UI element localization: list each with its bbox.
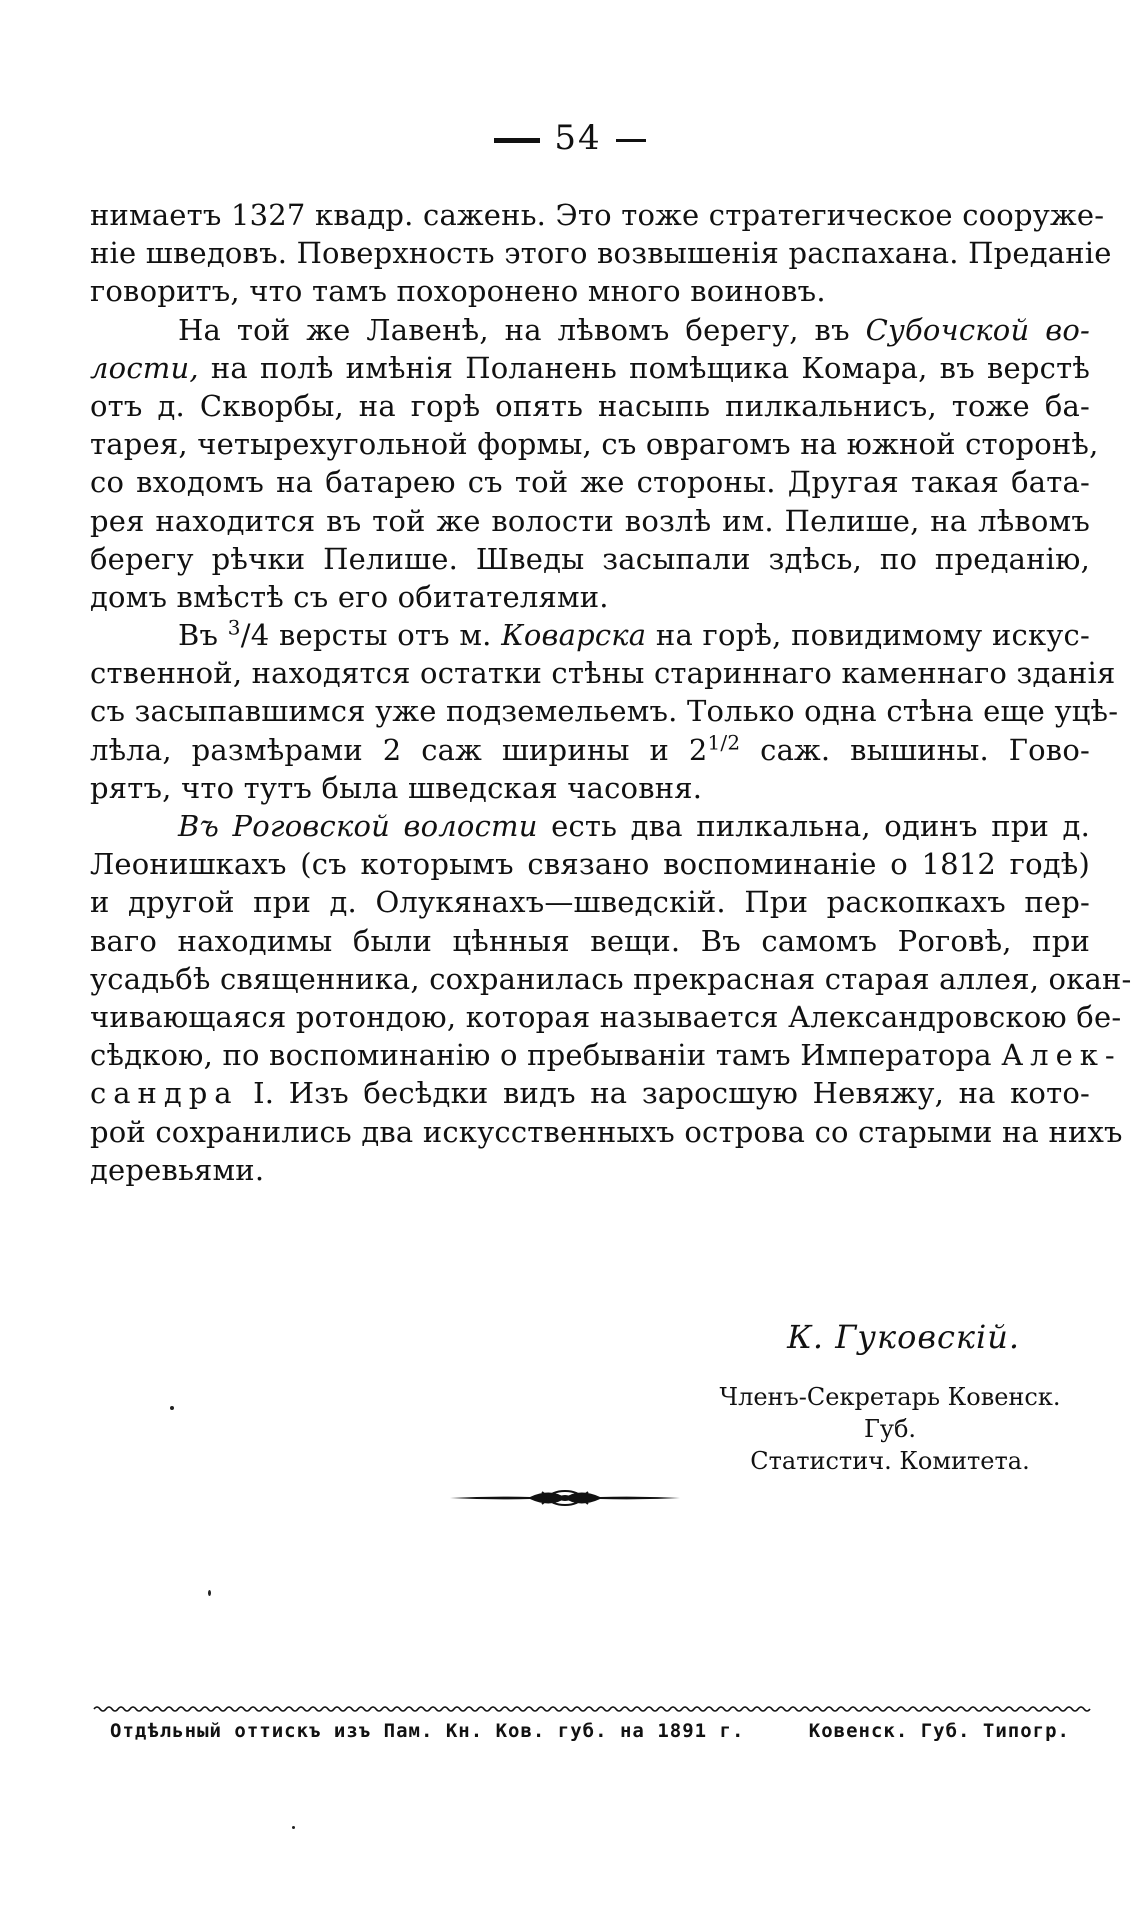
- text-line: съ засыпавшимся уже подземельемъ. Только одна стѣна еще уцѣ-: [90, 694, 1119, 729]
- text-line: говоритъ, что тамъ похоронено много воиновъ.: [90, 274, 826, 309]
- text-segment: версты отъ м.: [278, 618, 492, 653]
- text-line: ніе шведовъ. Поверхность этого возвышенія распахана. Преданіе: [90, 236, 1112, 271]
- italic-place-name: Коварска: [501, 618, 647, 653]
- fraction-denominator: /4: [240, 618, 270, 653]
- text-line: [90, 349, 1090, 387]
- spaced-name: сандра: [90, 1076, 239, 1111]
- author-title-line: Статистич. Комитета.: [750, 1447, 1030, 1475]
- body-text: [90, 196, 1132, 1189]
- text-line: Леонишкахъ (съ которымъ связано воспоминаніе о 1812 годѣ): [90, 847, 1090, 882]
- text-line: ственной, находятся остатки стѣны стариннаго каменнаго зданія: [90, 656, 1116, 691]
- text-line: [90, 1074, 1090, 1112]
- text-line: [90, 616, 1090, 654]
- text-segment: лѣла, размѣрами 2 саж ширины и 2: [90, 732, 708, 767]
- text-line: нимаетъ 1327 квадр. сажень. Это тоже стратегическое сооруже-: [90, 198, 1105, 232]
- page-number: [0, 118, 1140, 158]
- text-line: [90, 1036, 1122, 1074]
- paragraph-2: [90, 311, 1099, 617]
- page-number-dash-right: [616, 139, 646, 142]
- text-line: ваго находимы были цѣнныя вещи. Въ самомъ Роговѣ, при: [90, 923, 1090, 958]
- text-line: отъ д. Скворбы, на горѣ опять насыпь пилкальнисъ, тоже ба-: [90, 388, 1090, 423]
- footer-wavy-rule: [94, 1704, 1080, 1714]
- text-segment: есть два пилкальна, одинъ при д.: [551, 809, 1090, 843]
- ornament-divider-icon: [450, 1486, 680, 1510]
- text-line: рятъ, что тутъ была шведская часовня.: [90, 770, 703, 805]
- text-segment: на полѣ имѣнія Поланень помѣщика Комара, въ верстѣ: [210, 350, 1091, 385]
- text-segment: На той же Лавенѣ, на лѣвомъ берегу, въ: [178, 312, 850, 347]
- text-line: [90, 807, 1090, 845]
- fraction-half: 1/2: [707, 729, 741, 754]
- text-segment: Въ: [178, 618, 219, 653]
- text-segment: I. Изъ бесѣдки видъ на заросшую Невяжу, на кото-: [253, 1076, 1090, 1111]
- page-number-dash-left: [494, 138, 540, 143]
- text-line: тарея, четырехугольной формы, съ оврагомъ на южной сторонѣ,: [90, 427, 1099, 462]
- italic-place-name: лости,: [90, 350, 199, 385]
- text-line: домъ вмѣстѣ съ его обитателями.: [90, 579, 609, 614]
- text-line: усадьбѣ священника, сохранилась прекрасная старая аллея, окан-: [90, 961, 1132, 996]
- text-segment: на горѣ, повидимому искус-: [655, 618, 1090, 653]
- author-title-line: Членъ-Секретарь Ковенск. Губ.: [719, 1383, 1061, 1443]
- text-line: рой сохранились два искусственныхъ острова со старыми на нихъ: [90, 1114, 1123, 1149]
- text-line: чивающаяся ротондою, которая называется Александровскою бе-: [90, 999, 1122, 1034]
- italic-place-name: Въ Роговской волости: [178, 809, 538, 843]
- paragraph-1: [90, 196, 1112, 311]
- text-segment: саж. вышины. Гово-: [760, 732, 1090, 767]
- paragraph-4: [90, 807, 1132, 1189]
- page-number-value: 54: [554, 118, 602, 158]
- stray-ink-dot: [292, 1826, 295, 1829]
- paragraph-3: [90, 615, 1119, 807]
- footer-printer-note: Ковенск. Губ. Типогр.: [808, 1720, 1070, 1742]
- stray-ink-mark: [208, 1590, 211, 1596]
- text-line: со входомъ на батарею съ той же стороны. Другая такая бата-: [90, 465, 1090, 500]
- italic-place-name: Субочской во-: [865, 312, 1090, 347]
- text-line: берегу рѣчки Пелише. Шведы засыпали здѣсь, по преданію,: [90, 541, 1090, 576]
- stray-ink-dot: [170, 1406, 174, 1410]
- text-line: рея находится въ той же волости возлѣ им. Пелише, на лѣвомъ: [90, 503, 1090, 538]
- text-line: [90, 731, 1090, 769]
- fraction-numerator: 3: [227, 615, 241, 640]
- text-segment: сѣдкою, по воспоминанію о пребываніи тамъ Императора: [90, 1038, 992, 1073]
- text-line: деревьями.: [90, 1152, 265, 1187]
- text-line: и другой при д. Олукянахъ—шведскій. При раскопкахъ пер-: [90, 885, 1090, 920]
- author-signature: К. Гуковскій.: [787, 1318, 1020, 1356]
- text-line: [90, 311, 1090, 349]
- footer-offprint-note: Отдѣльный оттискъ изъ Пам. Кн. Ков. губ. на 1891 г.: [110, 1720, 745, 1742]
- spaced-name: Алек-: [1001, 1038, 1122, 1073]
- author-title: [700, 1381, 1080, 1477]
